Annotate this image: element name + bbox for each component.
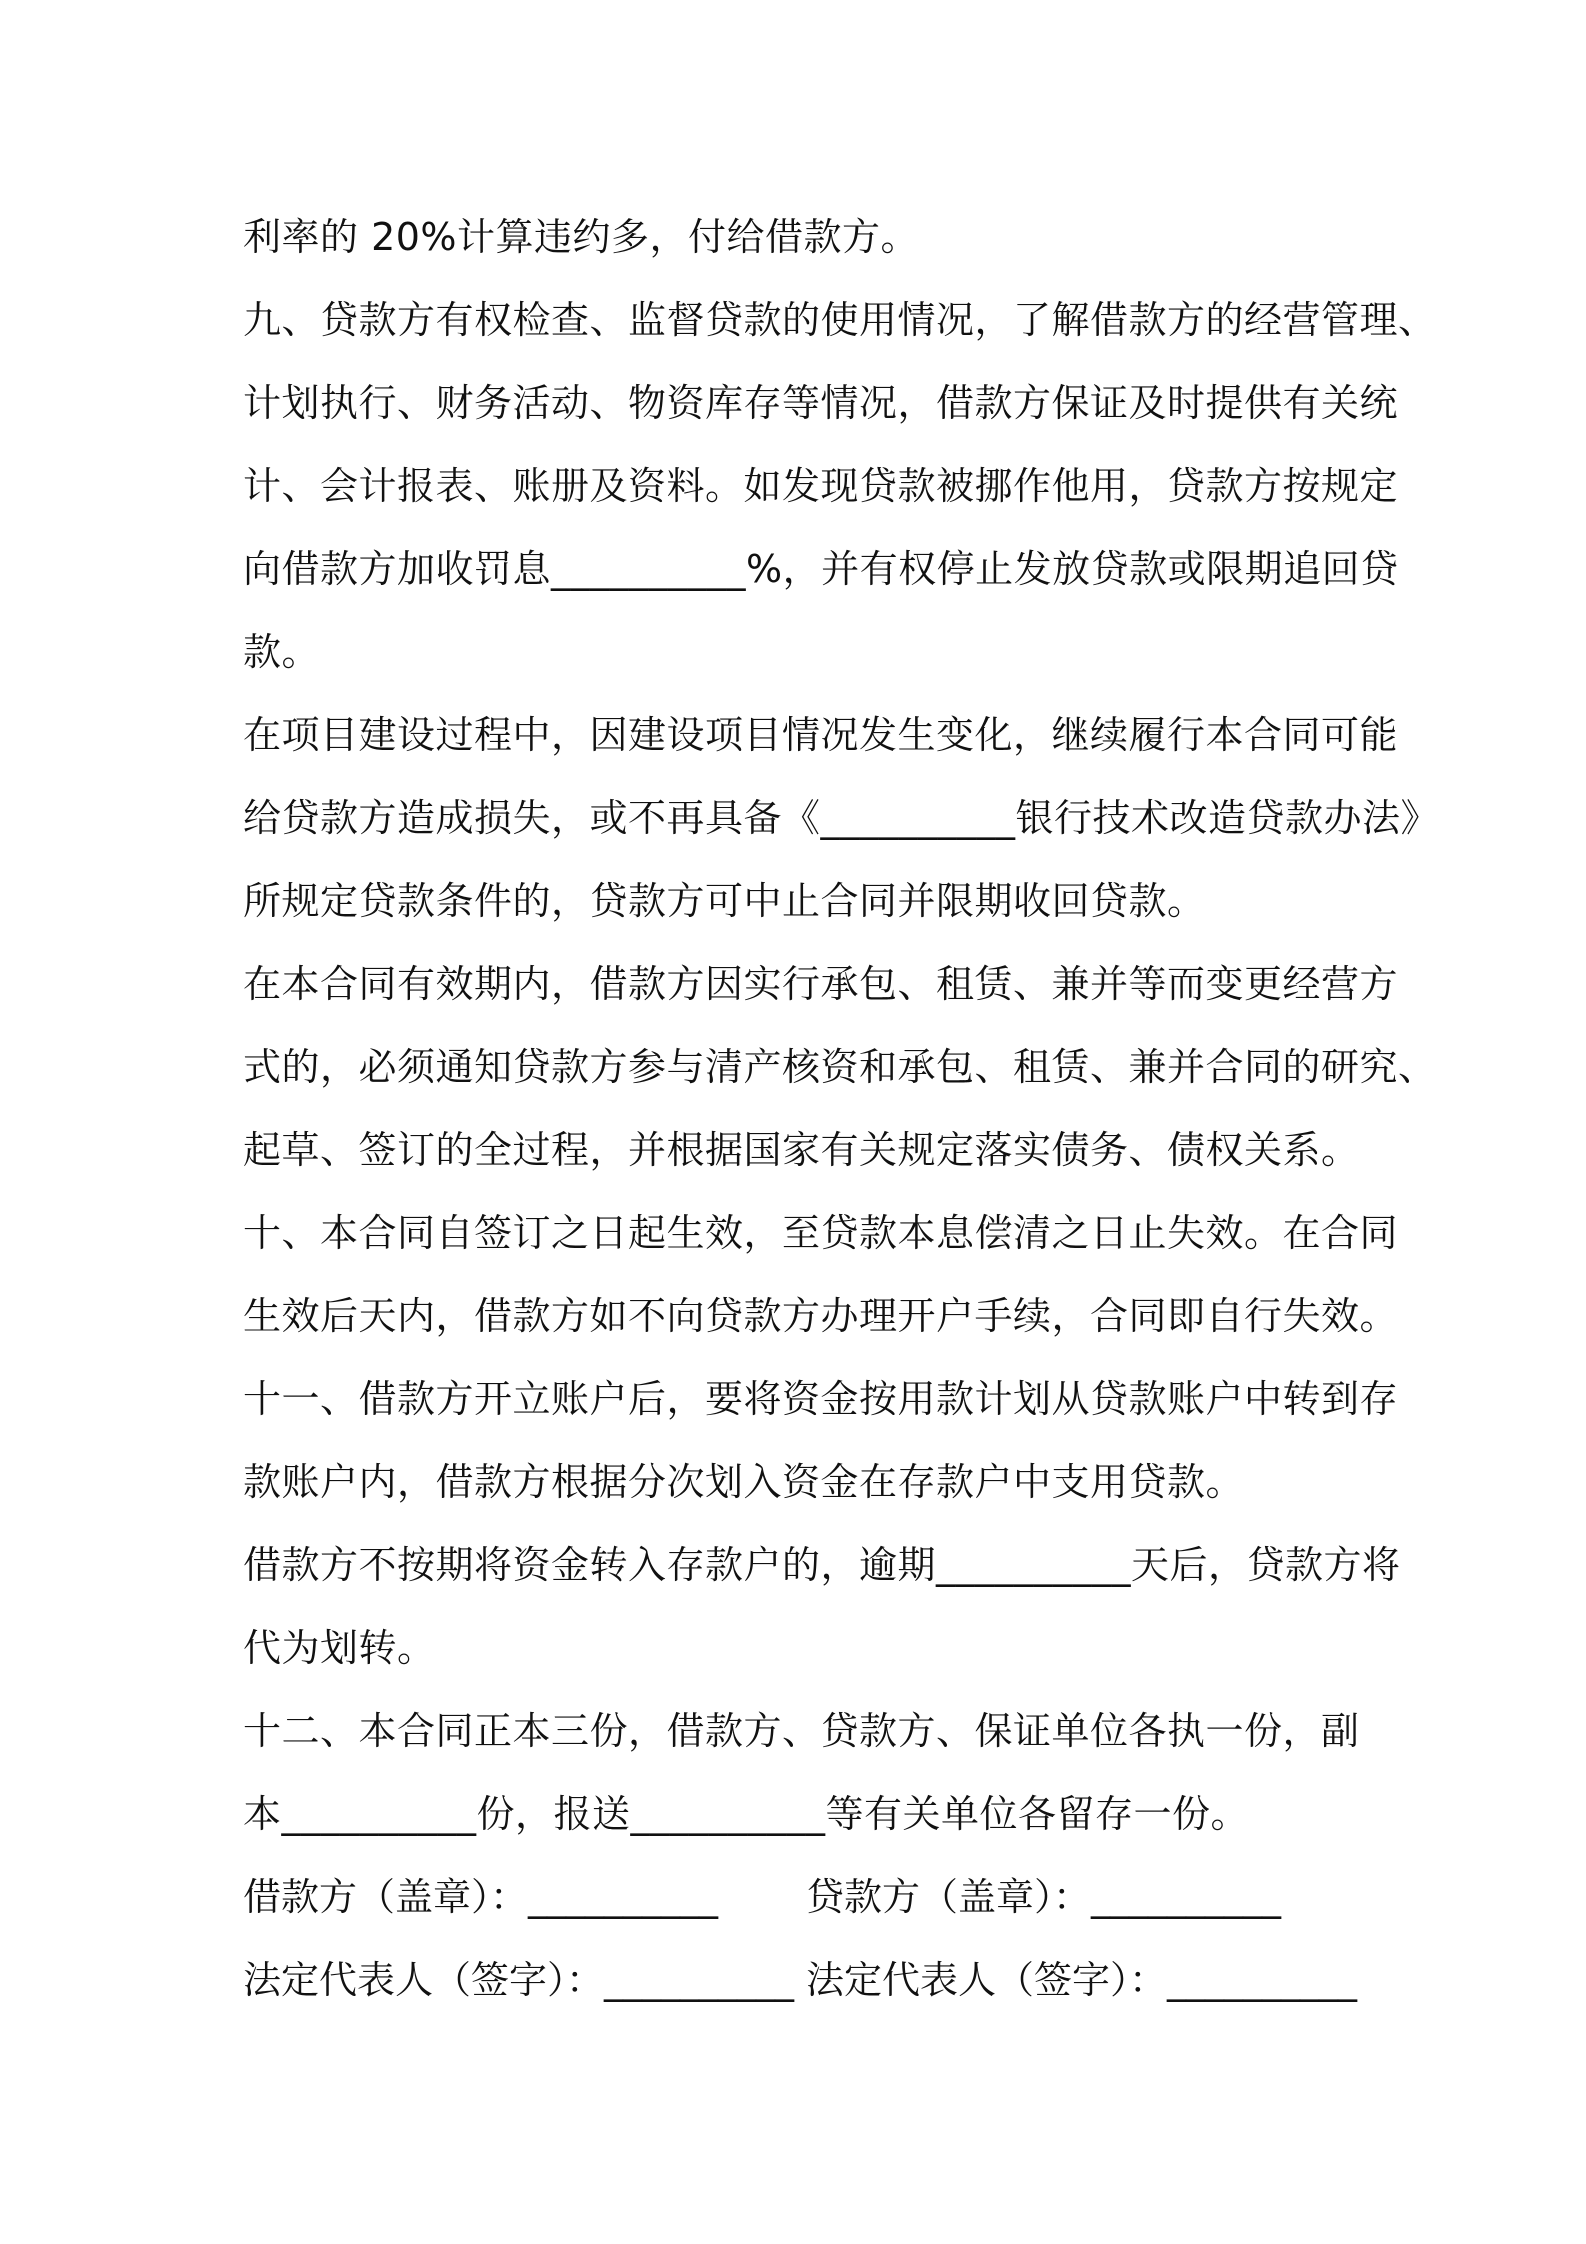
text-line: 起草、签订的全过程，并根据国家有关规定落实债务、债权关系。 bbox=[243, 1128, 1360, 1172]
contract-text bbox=[243, 196, 1440, 2022]
seal-row bbox=[243, 1856, 1363, 1939]
text-line: 在项目建设过程中，因建设项目情况发生变化，继续履行本合同可能 bbox=[243, 713, 1399, 757]
text-line: 在本合同有效期内，借款方因实行承包、租赁、兼并等而变更经营方 bbox=[243, 962, 1399, 1006]
text-line: 计、会计报表、账册及资料。如发现贷款被挪作他用，贷款方按规定 bbox=[243, 464, 1399, 508]
text-line: 款。 bbox=[243, 630, 321, 674]
lender-representative-field: 法定代表人（签字）：__________ bbox=[806, 1958, 1358, 2002]
text-line: 所规定贷款条件的，贷款方可中止合同并限期收回贷款。 bbox=[243, 879, 1206, 923]
text-line: 代为划转。 bbox=[243, 1626, 436, 1670]
text-line: 款账户内，借款方根据分次划入资金在存款户中支用贷款。 bbox=[243, 1460, 1245, 1504]
text-line: 十一、借款方开立账户后，要将资金按用款计划从贷款账户中转到存 bbox=[243, 1377, 1399, 1421]
lender-seal-field: 贷款方（盖章）：__________ bbox=[806, 1875, 1282, 1919]
text-line: 计划执行、财务活动、物资库存等情况，借款方保证及时提供有关统 bbox=[243, 381, 1399, 425]
text-line: 利率的 20%计算违约多，付给借款方。 bbox=[243, 215, 920, 259]
text-line: 十二、本合同正本三份，借款方、贷款方、保证单位各执一份，副 bbox=[243, 1709, 1360, 1753]
text-line: 给贷款方造成损失，或不再具备《__________银行技术改造贷款办法》 bbox=[243, 796, 1440, 840]
text-line: 十、本合同自签订之日起生效，至贷款本息偿清之日止失效。在合同 bbox=[243, 1211, 1399, 1255]
text-line: 九、贷款方有权检查、监督贷款的使用情况，了解借款方的经营管理、 bbox=[243, 298, 1437, 342]
text-line: 借款方不按期将资金转入存款户的，逾期__________天后，贷款方将 bbox=[243, 1543, 1401, 1587]
text-line: 本__________份，报送__________等有关单位各留存一份。 bbox=[243, 1792, 1250, 1836]
representative-row bbox=[243, 1939, 1363, 2022]
text-line: 生效后天内，借款方如不向贷款方办理开户手续，合同即自行失效。 bbox=[243, 1294, 1399, 1338]
borrower-representative-field: 法定代表人（签字）：__________ bbox=[243, 1958, 795, 2002]
borrower-seal-field: 借款方（盖章）：__________ bbox=[243, 1875, 719, 1919]
text-line: 向借款方加收罚息__________%，并有权停止发放贷款或限期追回贷 bbox=[243, 547, 1399, 591]
text-line: 式的，必须通知贷款方参与清产核资和承包、租赁、兼并合同的研究、 bbox=[243, 1045, 1437, 1089]
